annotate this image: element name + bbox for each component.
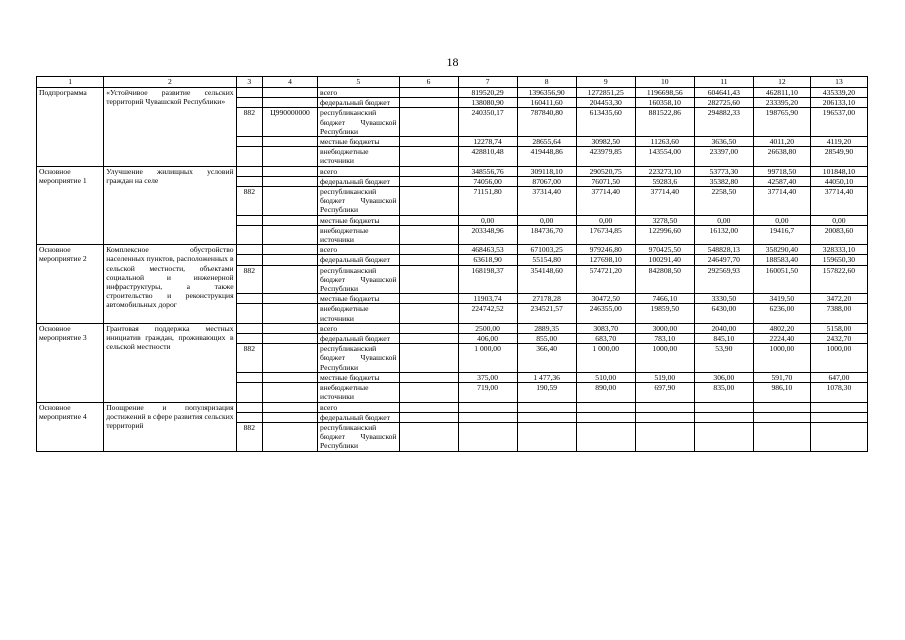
value-cell: 0,00: [517, 215, 576, 225]
value-cell: 292569,93: [694, 265, 753, 294]
col-header: 6: [399, 77, 458, 88]
funding-source-cell: республиканский бюджет Чувашской Республики: [318, 422, 399, 451]
col-header: 11: [694, 77, 753, 88]
admin-code-cell: 882: [236, 344, 262, 373]
value-cell: 71151,80: [458, 187, 517, 216]
funding-source-cell: внебюджетные источники: [318, 383, 399, 402]
empty-cell: [399, 323, 458, 333]
funding-source-cell: федеральный бюджет: [318, 176, 399, 186]
value-cell: 224742,52: [458, 304, 517, 323]
value-cell: 0,00: [576, 215, 635, 225]
empty-cell: [399, 402, 458, 412]
funding-source-cell: республиканский бюджет Чувашской Республики: [318, 187, 399, 216]
value-cell: 986,10: [753, 383, 810, 402]
value-cell: 37714,40: [635, 187, 694, 216]
program-level-cell: Основное мероприятие 2: [37, 245, 104, 324]
table-row: [37, 245, 868, 255]
empty-cell: [399, 215, 458, 225]
target-article-cell: [263, 187, 318, 216]
value-cell: 53,90: [694, 344, 753, 373]
target-article-cell: [263, 323, 318, 333]
value-cell: 100291,40: [635, 255, 694, 265]
funding-source-cell: внебюджетные источники: [318, 147, 399, 166]
value-cell: 309118,10: [517, 166, 576, 176]
value-cell: 348556,76: [458, 166, 517, 176]
value-cell: [753, 412, 810, 422]
value-cell: 574721,20: [576, 265, 635, 294]
value-cell: 419448,86: [517, 147, 576, 166]
empty-cell: [399, 98, 458, 108]
value-cell: 188583,40: [753, 255, 810, 265]
value-cell: 2500,00: [458, 323, 517, 333]
admin-code-cell: [236, 255, 262, 265]
value-cell: 4011,20: [753, 137, 810, 147]
value-cell: 37714,40: [576, 187, 635, 216]
value-cell: 468463,53: [458, 245, 517, 255]
value-cell: 233395,20: [753, 98, 810, 108]
value-cell: [517, 402, 576, 412]
value-cell: 510,00: [576, 372, 635, 382]
empty-cell: [399, 334, 458, 344]
empty-cell: [399, 255, 458, 265]
value-cell: 366,40: [517, 344, 576, 373]
value-cell: 30982,50: [576, 137, 635, 147]
value-cell: 5158,00: [810, 323, 867, 333]
admin-code-cell: [236, 147, 262, 166]
value-cell: 306,00: [694, 372, 753, 382]
value-cell: 0,00: [810, 215, 867, 225]
program-title-cell: «Устойчивое развитие сельских территорий Чувашской Республики»: [104, 88, 236, 167]
target-article-cell: [263, 176, 318, 186]
value-cell: 0,00: [694, 215, 753, 225]
value-cell: 196537,00: [810, 108, 867, 137]
target-article-cell: [263, 344, 318, 373]
value-cell: 282725,60: [694, 98, 753, 108]
value-cell: 671003,25: [517, 245, 576, 255]
admin-code-cell: 882: [236, 108, 262, 137]
admin-code-cell: [236, 304, 262, 323]
value-cell: 647,00: [810, 372, 867, 382]
value-cell: 240350,17: [458, 108, 517, 137]
value-cell: 2258,50: [694, 187, 753, 216]
admin-code-cell: 882: [236, 422, 262, 451]
empty-cell: [399, 108, 458, 137]
empty-cell: [399, 176, 458, 186]
value-cell: 328333,10: [810, 245, 867, 255]
value-cell: 127698,10: [576, 255, 635, 265]
admin-code-cell: [236, 166, 262, 176]
value-cell: [458, 422, 517, 451]
empty-cell: [399, 294, 458, 304]
value-cell: 358290,40: [753, 245, 810, 255]
funding-source-cell: федеральный бюджет: [318, 255, 399, 265]
funding-source-cell: всего: [318, 166, 399, 176]
value-cell: 3636,50: [694, 137, 753, 147]
funding-source-cell: всего: [318, 402, 399, 412]
value-cell: 23397,00: [694, 147, 753, 166]
value-cell: [517, 422, 576, 451]
value-cell: 462811,10: [753, 88, 810, 98]
target-article-cell: [263, 88, 318, 98]
funding-source-cell: всего: [318, 88, 399, 98]
target-article-cell: [263, 422, 318, 451]
empty-cell: [399, 166, 458, 176]
target-article-cell: [263, 372, 318, 382]
value-cell: 190,59: [517, 383, 576, 402]
admin-code-cell: [236, 402, 262, 412]
value-cell: 203348,96: [458, 225, 517, 244]
value-cell: 122996,60: [635, 225, 694, 244]
value-cell: 3419,50: [753, 294, 810, 304]
value-cell: 428810,48: [458, 147, 517, 166]
value-cell: 6430,00: [694, 304, 753, 323]
admin-code-cell: [236, 294, 262, 304]
target-article-cell: [263, 383, 318, 402]
value-cell: 223273,10: [635, 166, 694, 176]
value-cell: 519,00: [635, 372, 694, 382]
program-title-cell: Грантовая поддержка местных инициатив граждан, проживающих в сельской местности: [104, 323, 236, 402]
value-cell: 423979,85: [576, 147, 635, 166]
value-cell: 890,00: [576, 383, 635, 402]
value-cell: 19859,50: [635, 304, 694, 323]
admin-code-cell: [236, 245, 262, 255]
admin-code-cell: [236, 383, 262, 402]
empty-cell: [399, 344, 458, 373]
table-row: [37, 88, 868, 98]
value-cell: 63618,90: [458, 255, 517, 265]
program-level-cell: Основное мероприятие 1: [37, 166, 104, 245]
col-header: 3: [236, 77, 262, 88]
empty-cell: [399, 265, 458, 294]
target-article-cell: [263, 98, 318, 108]
empty-cell: [399, 304, 458, 323]
target-article-cell: [263, 265, 318, 294]
value-cell: 87067,00: [517, 176, 576, 186]
value-cell: 234521,57: [517, 304, 576, 323]
funding-source-cell: местные бюджеты: [318, 137, 399, 147]
funding-source-cell: федеральный бюджет: [318, 412, 399, 422]
table-row: [37, 323, 868, 333]
value-cell: 787840,80: [517, 108, 576, 137]
value-cell: 1196698,56: [635, 88, 694, 98]
value-cell: 198765,90: [753, 108, 810, 137]
col-header: 5: [318, 77, 399, 88]
value-cell: 683,70: [576, 334, 635, 344]
value-cell: 1000,00: [753, 344, 810, 373]
program-level-cell: Основное мероприятие 4: [37, 402, 104, 451]
admin-code-cell: [236, 88, 262, 98]
program-level-cell: Подпрограмма: [37, 88, 104, 167]
target-article-cell: [263, 334, 318, 344]
empty-cell: [399, 372, 458, 382]
value-cell: 881522,86: [635, 108, 694, 137]
value-cell: 842808,50: [635, 265, 694, 294]
value-cell: [694, 402, 753, 412]
col-header: 13: [810, 77, 867, 88]
empty-cell: [399, 225, 458, 244]
value-cell: 204453,30: [576, 98, 635, 108]
value-cell: 855,00: [517, 334, 576, 344]
value-cell: 783,10: [635, 334, 694, 344]
value-cell: 979246,80: [576, 245, 635, 255]
value-cell: 1000,00: [635, 344, 694, 373]
value-cell: 0,00: [753, 215, 810, 225]
value-cell: 159650,30: [810, 255, 867, 265]
value-cell: 4119,20: [810, 137, 867, 147]
value-cell: 1272851,25: [576, 88, 635, 98]
value-cell: 27178,28: [517, 294, 576, 304]
empty-cell: [399, 383, 458, 402]
value-cell: [458, 412, 517, 422]
value-cell: [635, 422, 694, 451]
value-cell: 845,10: [694, 334, 753, 344]
value-cell: 548828,13: [694, 245, 753, 255]
value-cell: 1 477,36: [517, 372, 576, 382]
value-cell: 26638,80: [753, 147, 810, 166]
value-cell: 246497,70: [694, 255, 753, 265]
empty-cell: [399, 147, 458, 166]
funding-source-cell: республиканский бюджет Чувашской Республики: [318, 108, 399, 137]
value-cell: 176734,85: [576, 225, 635, 244]
value-cell: 7388,00: [810, 304, 867, 323]
col-header: 7: [458, 77, 517, 88]
value-cell: 160358,10: [635, 98, 694, 108]
value-cell: 99718,50: [753, 166, 810, 176]
value-cell: 55154,80: [517, 255, 576, 265]
program-title-cell: Комплексное обустройство населенных пунктов, расположенных в сельской местности, объектами социальной и инженерной инфраструктуры, а также строительство и реконструкция автомобильных дорог: [104, 245, 236, 324]
value-cell: 16132,00: [694, 225, 753, 244]
value-cell: [458, 402, 517, 412]
value-cell: [753, 402, 810, 412]
value-cell: 819520,29: [458, 88, 517, 98]
funding-source-cell: федеральный бюджет: [318, 334, 399, 344]
target-article-cell: [263, 137, 318, 147]
value-cell: 53773,30: [694, 166, 753, 176]
table-row: [37, 402, 868, 412]
funding-source-cell: всего: [318, 323, 399, 333]
value-cell: 719,00: [458, 383, 517, 402]
funding-source-cell: республиканский бюджет Чувашской Республики: [318, 344, 399, 373]
admin-code-cell: [236, 137, 262, 147]
target-article-cell: [263, 294, 318, 304]
budget-table: [36, 76, 868, 452]
header-row: [37, 77, 868, 88]
admin-code-cell: [236, 176, 262, 186]
value-cell: 1 000,00: [576, 344, 635, 373]
admin-code-cell: [236, 372, 262, 382]
value-cell: 1 000,00: [458, 344, 517, 373]
admin-code-cell: [236, 334, 262, 344]
value-cell: 1396356,90: [517, 88, 576, 98]
value-cell: 591,70: [753, 372, 810, 382]
value-cell: 1000,00: [810, 344, 867, 373]
value-cell: [576, 422, 635, 451]
empty-cell: [399, 412, 458, 422]
value-cell: 2432,70: [810, 334, 867, 344]
value-cell: 157822,60: [810, 265, 867, 294]
value-cell: 101848,10: [810, 166, 867, 176]
value-cell: 2224,40: [753, 334, 810, 344]
value-cell: 7466,10: [635, 294, 694, 304]
page-number: 18: [446, 55, 459, 69]
value-cell: [635, 402, 694, 412]
value-cell: 835,00: [694, 383, 753, 402]
value-cell: 3330,50: [694, 294, 753, 304]
value-cell: 74056,00: [458, 176, 517, 186]
admin-code-cell: [236, 225, 262, 244]
value-cell: 206133,10: [810, 98, 867, 108]
admin-code-cell: 882: [236, 265, 262, 294]
target-article-cell: Ц990000000: [263, 108, 318, 137]
col-header: 2: [104, 77, 236, 88]
value-cell: 4802,20: [753, 323, 810, 333]
value-cell: 3278,50: [635, 215, 694, 225]
col-header: 1: [37, 77, 104, 88]
value-cell: 697,90: [635, 383, 694, 402]
value-cell: 406,00: [458, 334, 517, 344]
value-cell: [517, 412, 576, 422]
program-title-cell: Улучшение жилищных условий граждан на селе: [104, 166, 236, 245]
funding-source-cell: внебюджетные источники: [318, 304, 399, 323]
empty-cell: [399, 88, 458, 98]
col-header: 9: [576, 77, 635, 88]
value-cell: 184736,70: [517, 225, 576, 244]
value-cell: 19416,7: [753, 225, 810, 244]
funding-source-cell: местные бюджеты: [318, 215, 399, 225]
value-cell: 160051,50: [753, 265, 810, 294]
program-title-cell: Поощрение и популяризация достижений в сфере развития сельских территорий: [104, 402, 236, 451]
value-cell: 20083,60: [810, 225, 867, 244]
value-cell: 44050,10: [810, 176, 867, 186]
value-cell: 37714,40: [753, 187, 810, 216]
value-cell: 30472,50: [576, 294, 635, 304]
funding-source-cell: местные бюджеты: [318, 372, 399, 382]
value-cell: 59283,6: [635, 176, 694, 186]
value-cell: 290520,75: [576, 166, 635, 176]
value-cell: [753, 422, 810, 451]
admin-code-cell: 882: [236, 187, 262, 216]
value-cell: 604641,43: [694, 88, 753, 98]
value-cell: 294882,33: [694, 108, 753, 137]
value-cell: 435339,20: [810, 88, 867, 98]
program-level-cell: Основное мероприятие 3: [37, 323, 104, 402]
value-cell: 6236,00: [753, 304, 810, 323]
value-cell: [694, 412, 753, 422]
value-cell: 37314,40: [517, 187, 576, 216]
value-cell: 35382,80: [694, 176, 753, 186]
target-article-cell: [263, 402, 318, 412]
funding-source-cell: федеральный бюджет: [318, 98, 399, 108]
value-cell: 1078,30: [810, 383, 867, 402]
target-article-cell: [263, 166, 318, 176]
target-article-cell: [263, 147, 318, 166]
value-cell: 11903,74: [458, 294, 517, 304]
target-article-cell: [263, 225, 318, 244]
admin-code-cell: [236, 98, 262, 108]
value-cell: 160411,60: [517, 98, 576, 108]
value-cell: 168198,37: [458, 265, 517, 294]
value-cell: 42587,40: [753, 176, 810, 186]
col-header: 8: [517, 77, 576, 88]
funding-source-cell: внебюджетные источники: [318, 225, 399, 244]
value-cell: 143554,00: [635, 147, 694, 166]
value-cell: [576, 402, 635, 412]
value-cell: [694, 422, 753, 451]
value-cell: [635, 412, 694, 422]
empty-cell: [399, 187, 458, 216]
admin-code-cell: [236, 215, 262, 225]
value-cell: 0,00: [458, 215, 517, 225]
value-cell: 12278,74: [458, 137, 517, 147]
value-cell: 2889,35: [517, 323, 576, 333]
target-article-cell: [263, 255, 318, 265]
value-cell: 246355,00: [576, 304, 635, 323]
value-cell: 3083,70: [576, 323, 635, 333]
value-cell: 76071,50: [576, 176, 635, 186]
value-cell: 2040,00: [694, 323, 753, 333]
value-cell: 613435,60: [576, 108, 635, 137]
col-header: 12: [753, 77, 810, 88]
value-cell: 28655,64: [517, 137, 576, 147]
value-cell: 3000,00: [635, 323, 694, 333]
value-cell: [810, 402, 867, 412]
target-article-cell: [263, 412, 318, 422]
value-cell: 28549,90: [810, 147, 867, 166]
empty-cell: [399, 422, 458, 451]
value-cell: 11263,60: [635, 137, 694, 147]
value-cell: 375,00: [458, 372, 517, 382]
funding-source-cell: всего: [318, 245, 399, 255]
col-header: 4: [263, 77, 318, 88]
value-cell: [810, 412, 867, 422]
admin-code-cell: [236, 412, 262, 422]
value-cell: 37714,40: [810, 187, 867, 216]
value-cell: 138080,90: [458, 98, 517, 108]
target-article-cell: [263, 304, 318, 323]
value-cell: 3472,20: [810, 294, 867, 304]
value-cell: 970425,50: [635, 245, 694, 255]
funding-source-cell: местные бюджеты: [318, 294, 399, 304]
empty-cell: [399, 137, 458, 147]
value-cell: 354148,60: [517, 265, 576, 294]
table-row: [37, 166, 868, 176]
funding-source-cell: республиканский бюджет Чувашской Республики: [318, 265, 399, 294]
empty-cell: [399, 245, 458, 255]
value-cell: [576, 412, 635, 422]
value-cell: [810, 422, 867, 451]
admin-code-cell: [236, 323, 262, 333]
target-article-cell: [263, 245, 318, 255]
target-article-cell: [263, 215, 318, 225]
col-header: 10: [635, 77, 694, 88]
